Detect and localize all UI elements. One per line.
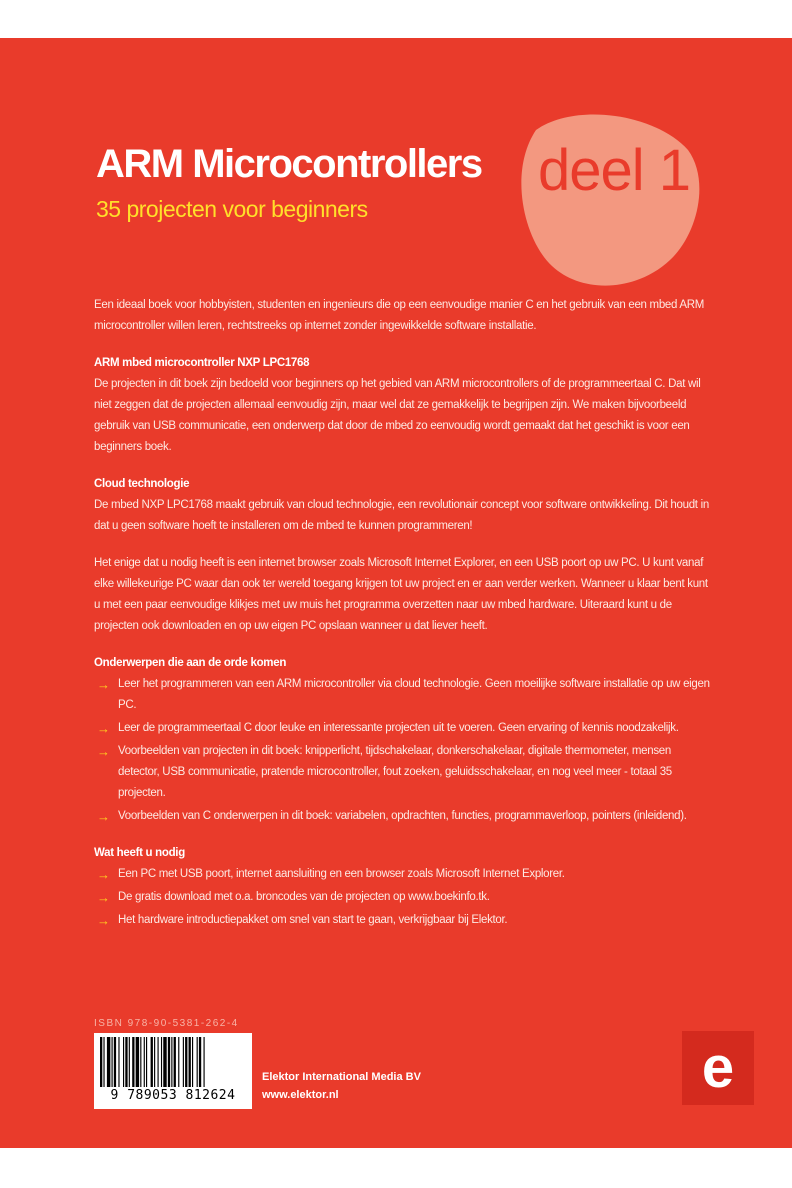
book-subtitle: 35 projecten voor beginners [96,196,368,222]
publisher-info [262,1068,421,1104]
list-item-text: De gratis download met o.a. broncodes van de projecten op www.boekinfo.tk. [118,891,490,903]
publisher-name: Elektor International Media BV [262,1071,421,1083]
volume-badge: deel 1 [538,138,691,203]
requirements-list [94,864,714,931]
arrow-right-icon: → [97,809,110,824]
elektor-logo [682,1031,754,1105]
section-text-mbed: De projecten in dit boek zijn bedoeld voor beginners op het gebied van ARM microcontrollers of de programmeertaal C. Dat wil niet zeggen dat de projecten allemaal eenvoudig zijn, maar wel dat ze gemakkelijk te begrijpen zijn. We maken bijvoorbeeld gebruik van USB communicatie, een onderwerp dat door de mbed zo eenvoudig wordt gemaakt dat het geschikt is voor een beginners boek. [94,378,701,453]
isbn-label: ISBN 978-90-5381-262-4 [94,1018,239,1029]
elektor-logo-icon [682,1031,754,1105]
list-item [94,910,714,931]
logo-letter: e [701,1035,735,1100]
arrow-right-icon: → [97,744,110,759]
list-item [94,806,714,827]
list-item [94,741,714,804]
arrow-right-icon: → [97,677,110,692]
section-text-cloud-2: Het enige dat u nodig heeft is een internet browser zoals Microsoft Internet Explorer, en een USB poort op uw PC. U kunt vanaf elke willekeurige PC waar dan ook ter wereld toegang krijgen tot uw project en er aan verder werken. Wanneer u klaar bent kunt u met een paar eenvoudige klikjes met uw muis het programma overzetten naar uw mbed hardware. Uiteraard kunt u de projecten ook downloaden en op uw eigen PC opslaan wanneer u dat liever heeft. [94,557,708,632]
list-item-text: Het hardware introductiepakket om snel van start te gaan, verkrijgbaar bij Elektor. [118,914,508,926]
arrow-right-icon: → [97,721,110,736]
arrow-right-icon: → [97,890,110,905]
section-heading-mbed: ARM mbed microcontroller NXP LPC1768 [94,357,310,369]
list-item [94,887,714,908]
list-item-text: Leer de programmeertaal C door leuke en interessante projecten uit te voeren. Geen ervaring of kennis noodzakelijk. [118,722,679,734]
section-heading-cloud: Cloud technologie [94,478,190,490]
blurb-content [94,295,714,933]
barcode [94,1033,252,1109]
barcode-number: 9 789053 812624 [110,1088,236,1103]
section-text-cloud-1: De mbed NXP LPC1768 maakt gebruik van cloud technologie, een revolutionair concept voor software ontwikkeling. Dit houdt in dat u geen software hoeft te installeren om de mbed te kunnen programmeren! [94,499,709,532]
arrow-right-icon: → [97,867,110,882]
book-back-cover [0,38,792,1148]
list-item-text: Leer het programmeren van een ARM microcontroller via cloud technologie. Geen moeilijke software installatie op uw eigen PC. [118,678,710,711]
intro-paragraph: Een ideaal boek voor hobbyisten, studenten en ingenieurs die op een eenvoudige manier C en het gebruik van een mbed ARM microcontroller willen leren, rechtstreeks op internet zonder ingewikkelde software installatie. [94,299,705,332]
barcode-bars-icon [98,1037,248,1089]
list-item [94,864,714,885]
book-title: ARM Microcontrollers [96,142,482,186]
list-item [94,718,714,739]
list-item-text: Voorbeelden van projecten in dit boek: knipperlicht, tijdschakelaar, donkerschakelaar, digitale thermometer, mensen detector, USB communicatie, pratende microcontroller, fout zoeken, geluidsschakelaar, en nog veel meer - totaal 35 projecten. [118,745,672,799]
list-item-text: Een PC met USB poort, internet aansluiting en een browser zoals Microsoft Internet Explorer. [118,868,565,880]
list-item [94,674,714,716]
arrow-right-icon: → [97,913,110,928]
list-item-text: Voorbeelden van C onderwerpen in dit boek: variabelen, opdrachten, functies, programmaverloop, pointers (inleidend). [118,810,687,822]
publisher-website: www.elektor.nl [262,1089,339,1101]
topics-list [94,674,714,827]
section-heading-requirements: Wat heeft u nodig [94,847,185,859]
section-heading-topics: Onderwerpen die aan de orde komen [94,657,287,669]
